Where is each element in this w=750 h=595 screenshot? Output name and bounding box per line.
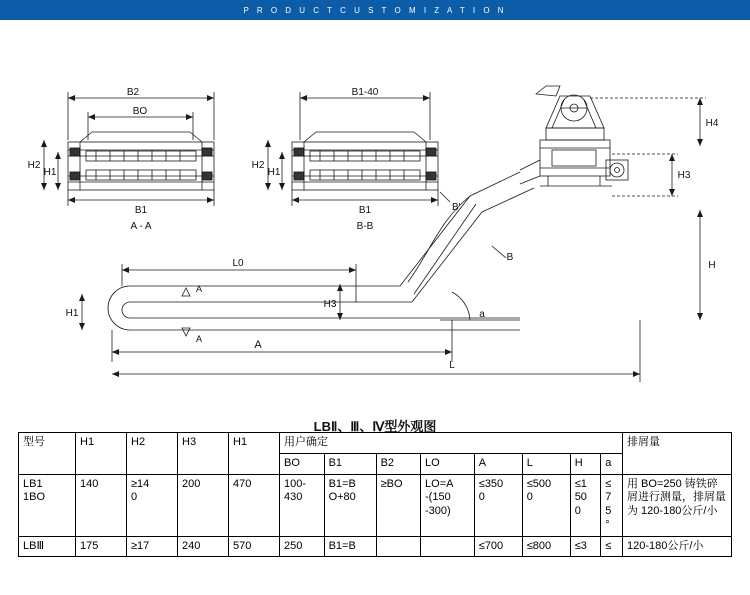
cell-h1-b: 570 (229, 536, 280, 557)
label-h1-aa: H1 (43, 167, 57, 178)
label-b1-bb: B1 (358, 205, 372, 216)
subheader-angle: a (601, 453, 623, 474)
label-h3-right: H3 (677, 170, 691, 181)
cell-a: ≤700 (474, 536, 522, 557)
header-user-defined: 用户确定 (280, 433, 623, 454)
label-h1-main: H1 (65, 308, 79, 319)
header-output: 排屑量 (623, 433, 732, 475)
header-h1-a: H1 (76, 433, 127, 475)
cell-model: LBⅢ (19, 536, 76, 557)
header-h2: H2 (127, 433, 178, 475)
cell-b2 (376, 536, 420, 557)
header-h3: H3 (178, 433, 229, 475)
cell-h1-a: 175 (76, 536, 127, 557)
label-h-right: H (708, 260, 716, 271)
spec-table-wrap (18, 432, 732, 557)
cell-output: 用 BO=250 铸铁碎屑进行测量，排屑量为 120-180公斤/小 (623, 474, 732, 536)
cell-lo (421, 536, 475, 557)
subheader-h: H (570, 453, 601, 474)
subheader-bo: BO (280, 453, 325, 474)
cell-angle: ≤ (601, 536, 623, 557)
cell-h: ≤1 50 0 (570, 474, 601, 536)
label-section-aa: A - A (130, 221, 152, 232)
cell-l: ≤500 0 (522, 474, 570, 536)
subheader-lo: LO (421, 453, 475, 474)
table-row (19, 474, 732, 536)
subheader-b2: B2 (376, 453, 420, 474)
header-model: 型号 (19, 433, 76, 475)
cell-b2: ≥BO (376, 474, 420, 536)
cell-l: ≤800 (522, 536, 570, 557)
cell-h2: ≥17 (127, 536, 178, 557)
cell-model: LB1 1BO (19, 474, 76, 536)
label-b2: B2 (126, 87, 140, 98)
label-h3-main: H3 (323, 299, 337, 310)
subheader-a: A (474, 453, 522, 474)
cell-h3: 200 (178, 474, 229, 536)
subheader-l: L (522, 453, 570, 474)
top-banner (0, 0, 750, 20)
label-h2-aa: H2 (27, 160, 41, 171)
banner-text: P R O D U C T C U S T O M I Z A T I O N (243, 5, 507, 15)
cell-lo: LO=A -(150 -300) (421, 474, 475, 536)
cell-b1: B1=B (324, 536, 376, 557)
spec-table (18, 432, 732, 557)
cell-bo: 100- 430 (280, 474, 325, 536)
cell-h1-a: 140 (76, 474, 127, 536)
label-b-incline: B (506, 252, 514, 263)
cell-angle: ≤ 7 5 ° (601, 474, 623, 536)
cell-b1: B1=B O+80 (324, 474, 376, 536)
label-angle-alpha: a (479, 309, 485, 320)
table-row (19, 536, 732, 557)
label-h4: H4 (705, 118, 719, 129)
drawing-caption: LBⅡ、Ⅲ、Ⅳ型外观图 (313, 419, 437, 434)
cell-h: ≤3 (570, 536, 601, 557)
label-b1-aa: B1 (134, 205, 148, 216)
label-b1-40: B1-40 (351, 87, 379, 98)
label-h1-bb: H1 (267, 167, 281, 178)
label-h2-bb: H2 (251, 160, 265, 171)
label-section-arrow-a-bottom: A (196, 334, 203, 344)
label-l0: L0 (232, 258, 244, 269)
cell-bo: 250 (280, 536, 325, 557)
label-bo: BO (132, 106, 148, 117)
cell-a: ≤350 0 (474, 474, 522, 536)
cell-h1-b: 470 (229, 474, 280, 536)
label-section-bb: B-B (356, 221, 374, 232)
subheader-b1: B1 (324, 453, 376, 474)
cell-h3: 240 (178, 536, 229, 557)
cell-output: 120-180公斤/小 (623, 536, 732, 557)
label-l-bottom: L (449, 360, 455, 371)
label-a-main: A (254, 339, 262, 351)
table-header-row (19, 433, 732, 454)
cell-h2: ≥14 0 (127, 474, 178, 536)
label-b-prime: B' (452, 202, 461, 213)
technical-drawing (0, 20, 750, 434)
drawing-canvas (0, 20, 750, 420)
label-section-arrow-a-top: A (196, 284, 203, 294)
header-h1-b: H1 (229, 433, 280, 475)
